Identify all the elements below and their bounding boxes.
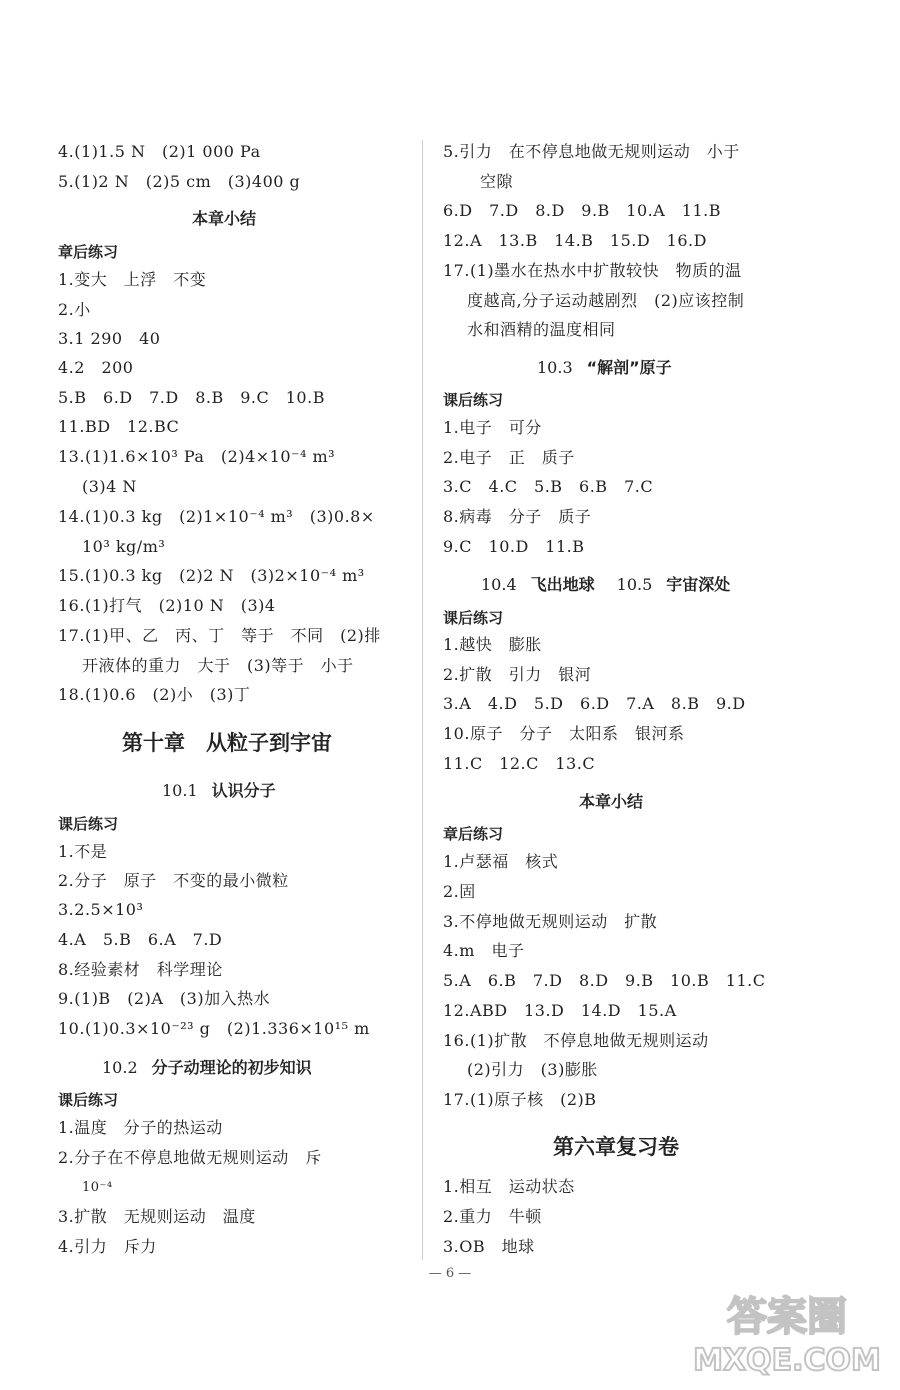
subsection-title: 章后练习 (443, 825, 504, 843)
section-number: 10.3 (537, 358, 573, 377)
answer-line: 2.分子在不停息地做无规则运动 斥 (58, 1148, 322, 1167)
answer-line: 6.D 7.D 8.D 9.B 10.A 11.B (443, 201, 722, 220)
subsection-title: 章后练习 (58, 243, 119, 261)
answer-line: 3.2.5×10³ (58, 900, 144, 919)
section-name: 宇宙深处 (666, 575, 731, 594)
chapter-title: 第六章复习卷 (553, 1134, 679, 1159)
answer-line: (3)4 N (82, 477, 137, 496)
watermark-logo (692, 1282, 882, 1382)
answer-line: 3.OB 地球 (443, 1237, 535, 1256)
subsection-title: 课后练习 (443, 391, 504, 409)
answer-line: 10³ kg/m³ (82, 537, 166, 556)
chapter-title: 第十章 从粒子到宇宙 (122, 730, 332, 755)
column-divider (422, 140, 423, 1260)
subsection-title: 课后练习 (58, 815, 119, 833)
answer-line: 4.2 200 (58, 358, 134, 377)
answer-line: 1.电子 可分 (443, 418, 542, 437)
answer-line: 空隙 (480, 172, 514, 191)
section-name: 分子动理论的初步知识 (151, 1058, 312, 1077)
section-number: 10.5 (616, 575, 653, 594)
answer-line: 5.(1)2 N (2)5 cm (3)400 g (58, 172, 301, 191)
watermark-bottom-text: MXQE.COM (693, 1343, 881, 1378)
answer-line: 8.经验素材 科学理论 (58, 960, 223, 979)
answer-line: 18.(1)0.6 (2)小 (3)丁 (58, 685, 251, 704)
answer-line: 3.A 4.D 5.D 6.D 7.A 8.B 9.D (443, 694, 746, 713)
answer-line: 2.小 (58, 300, 91, 319)
answer-line: 4.引力 斥力 (58, 1237, 157, 1256)
answer-line: 5.A 6.B 7.D 8.D 9.B 10.B 11.C (443, 971, 766, 990)
section-title: 本章小结 (579, 792, 644, 811)
section-number: 10.1 (162, 781, 198, 800)
answer-line: 9.(1)B (2)A (3)加入热水 (58, 989, 271, 1008)
answer-line: 3.扩散 无规则运动 温度 (58, 1207, 256, 1226)
answer-line: 16.(1)扩散 不停息地做无规则运动 (443, 1031, 709, 1050)
answer-line: 17.(1)甲、乙 丙、丁 等于 不同 (2)排 (58, 626, 381, 645)
answer-line: (2)引力 (3)膨胀 (467, 1060, 598, 1079)
answer-line: 1.温度 分子的热运动 (58, 1118, 223, 1137)
answer-line: 1.不是 (58, 842, 108, 861)
answer-line: 11.C 12.C 13.C (443, 754, 596, 773)
section-title (537, 355, 672, 378)
section-title (481, 572, 730, 595)
answer-line: 12.A 13.B 14.B 15.D 16.D (443, 231, 707, 250)
answer-line: 4.m 电子 (443, 941, 525, 960)
answer-line: 开液体的重力 大于 (3)等于 小于 (82, 656, 354, 675)
answer-line: 3.1 290 40 (58, 329, 161, 348)
answer-line: 3.不停地做无规则运动 扩散 (443, 912, 658, 931)
answer-line: 1.变大 上浮 不变 (58, 270, 207, 289)
answer-line: 15.(1)0.3 kg (2)2 N (3)2×10⁻⁴ m³ (58, 566, 365, 585)
answer-line: 10⁻⁴ (82, 1180, 113, 1195)
answer-line: 9.C 10.D 11.B (443, 537, 585, 556)
answer-line: 1.越快 膨胀 (443, 635, 542, 654)
answer-line: 2.电子 正 质子 (443, 448, 575, 467)
subsection-title: 课后练习 (58, 1091, 119, 1109)
answer-line: 5.引力 在不停息地做无规则运动 小于 (443, 142, 740, 161)
answer-line: 17.(1)原子核 (2)B (443, 1090, 597, 1109)
section-number: 10.2 (102, 1058, 138, 1077)
answer-line: 12.ABD 13.D 14.D 15.A (443, 1001, 677, 1020)
answer-line: 1.卢瑟福 核式 (443, 852, 559, 871)
section-name: 飞出地球 (530, 575, 595, 594)
section-number: 10.4 (481, 575, 517, 594)
section-title: 本章小结 (192, 209, 257, 228)
section-title (102, 1055, 312, 1078)
answer-line: 8.病毒 分子 质子 (443, 507, 592, 526)
answer-line: 16.(1)打气 (2)10 N (3)4 (58, 596, 276, 615)
section-title (162, 778, 276, 801)
answer-line: 10.(1)0.3×10⁻²³ g (2)1.336×10¹⁵ m (58, 1019, 370, 1038)
answer-line: 2.固 (443, 882, 476, 901)
answer-line: 2.重力 牛顿 (443, 1207, 542, 1226)
answer-line: 14.(1)0.3 kg (2)1×10⁻⁴ m³ (3)0.8× (58, 507, 375, 526)
section-name: 认识分子 (211, 781, 276, 800)
answer-line: 4.A 5.B 6.A 7.D (58, 930, 223, 949)
answer-line: 5.B 6.D 7.D 8.B 9.C 10.B (58, 388, 325, 407)
answer-line: 11.BD 12.BC (58, 417, 180, 436)
answer-line: 17.(1)墨水在热水中扩散较快 物质的温 (443, 261, 742, 280)
answer-line: 水和酒精的温度相同 (467, 320, 616, 339)
section-name: “解剖”原子 (586, 358, 672, 377)
answer-line: 10.原子 分子 太阳系 银河系 (443, 724, 685, 743)
answer-line: 2.分子 原子 不变的最小微粒 (58, 871, 289, 890)
answer-line: 度越高,分子运动越剧烈 (2)应该控制 (467, 291, 745, 310)
answer-line: 1.相互 运动状态 (443, 1177, 575, 1196)
answer-line: 4.(1)1.5 N (2)1 000 Pa (58, 142, 261, 161)
answer-line: 13.(1)1.6×10³ Pa (2)4×10⁻⁴ m³ (58, 447, 336, 466)
answer-line: 3.C 4.C 5.B 6.B 7.C (443, 477, 654, 496)
page-number: — 6 — (428, 1266, 472, 1281)
watermark-top-text: 答案圈 (727, 1294, 847, 1340)
subsection-title: 课后练习 (443, 609, 504, 627)
answer-line: 2.扩散 引力 银河 (443, 665, 592, 684)
